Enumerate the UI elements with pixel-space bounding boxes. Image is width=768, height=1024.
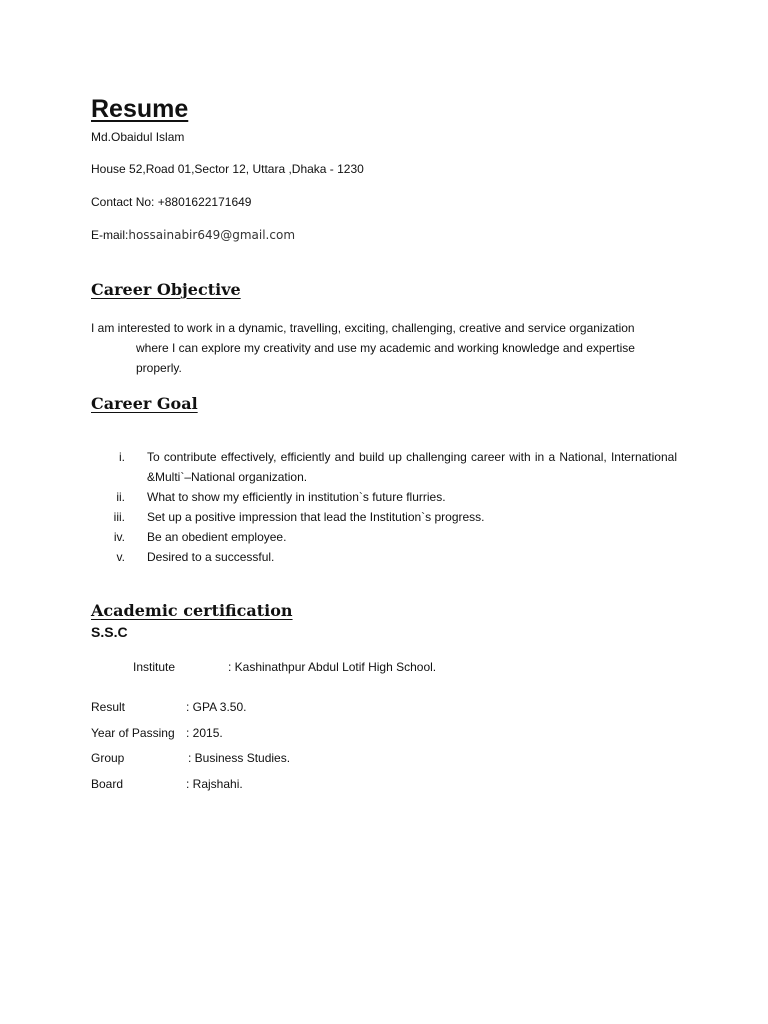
list-item-text: Be an obedient employee. (147, 530, 287, 544)
institute-value: : Kashinathpur Abdul Lotif High School. (228, 660, 437, 674)
group-value: : Business Studies. (188, 751, 291, 765)
list-item (91, 507, 691, 527)
list-item-text: Set up a positive impression that lead the Institution`s progress. (147, 510, 485, 524)
contact-line (91, 195, 251, 209)
list-item-text: To contribute effectively, efficiently and build up challenging career with in a National, International &Multi`–National organization. (147, 450, 677, 484)
email-line (91, 228, 295, 242)
career-objective-line-3: properly. (136, 361, 182, 375)
result-value: : GPA 3.50. (186, 700, 247, 714)
list-item (91, 447, 691, 487)
list-item-number: iv. (113, 530, 125, 544)
list-item-number: iii. (113, 510, 125, 524)
list-item-text: What to show my efficiently in institution`s future flurries. (147, 490, 446, 504)
list-item-number: ii. (116, 490, 125, 504)
email-label: E-mail: (91, 228, 129, 242)
career-goal-heading: Career Goal (91, 394, 198, 413)
email-value: hossainabir649@gmail.com (128, 228, 296, 242)
academic-heading: Academic certification (91, 601, 293, 620)
board-label: Board (91, 777, 124, 791)
year-value: : 2015. (186, 726, 223, 740)
candidate-name: Md.Obaidul Islam (91, 130, 185, 144)
career-objective-heading: Career Objective (91, 280, 241, 299)
contact-label: Contact No: (91, 195, 155, 209)
list-item (91, 487, 691, 507)
list-item (91, 527, 691, 547)
board-value: : Rajshahi. (186, 777, 243, 791)
page-title: Resume (91, 95, 189, 123)
year-label: Year of Passing (91, 726, 175, 740)
group-label: Group (91, 751, 125, 765)
career-objective-line-1: I am interested to work in a dynamic, travelling, exciting, challenging, creative and service organization (91, 321, 635, 335)
list-item (91, 547, 691, 567)
list-item-text: Desired to a successful. (147, 550, 275, 564)
address: House 52,Road 01,Sector 12, Uttara ,Dhaka - 1230 (91, 162, 364, 176)
exam-name: S.S.C (91, 624, 128, 640)
institute-label: Institute (133, 660, 176, 674)
contact-value: +8801622171649 (154, 195, 252, 209)
career-objective-line-2: where I can explore my creativity and use my academic and working knowledge and expertise (136, 341, 635, 355)
list-item-number: v. (116, 550, 125, 564)
list-item-number: i. (119, 450, 125, 464)
result-label: Result (91, 700, 126, 714)
